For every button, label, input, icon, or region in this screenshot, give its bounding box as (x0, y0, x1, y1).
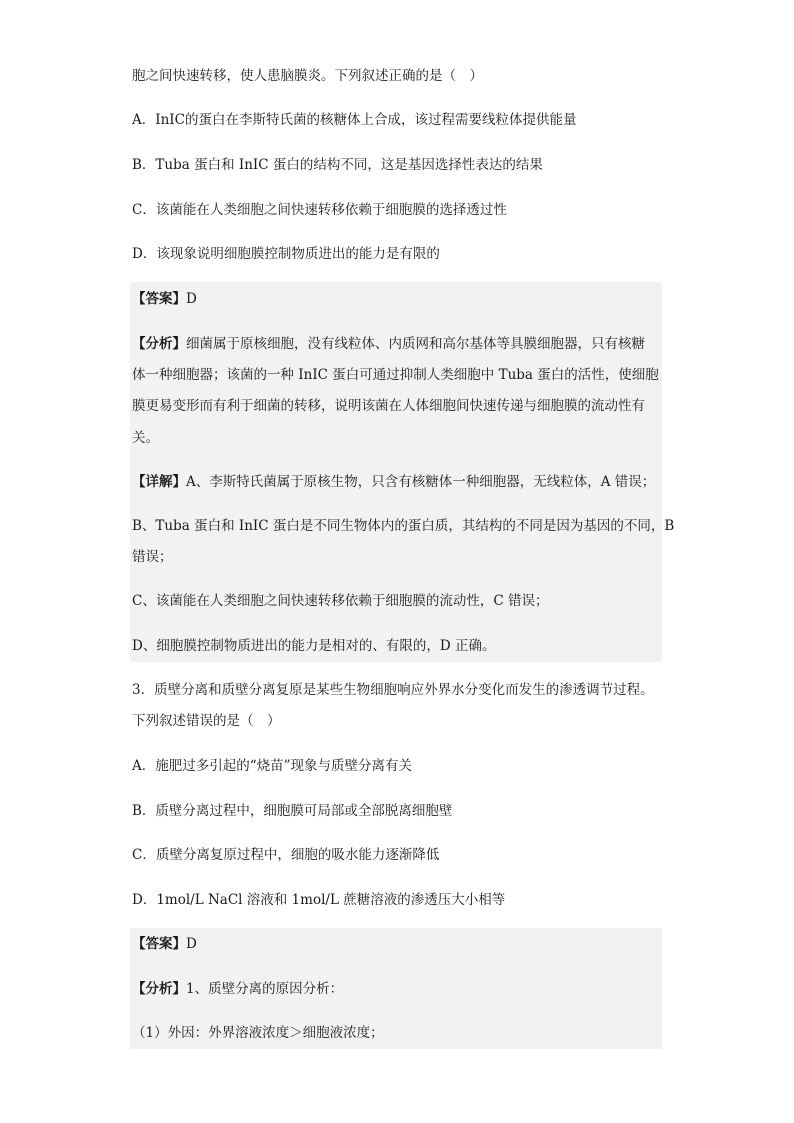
q2-analysis-line-3: 膜更易变形而有利于细菌的转移，说明该菌在人体细胞间快速传递与细胞膜的流动性有 (132, 398, 645, 414)
q2-detail-line-5: D、细胞膜控制物质进出的能力是相对的、有限的，D 正确。 (132, 638, 496, 654)
analysis-label: 【分析】 (132, 981, 186, 997)
q2-answer (132, 289, 197, 309)
analysis-text: 细菌属于原核细胞，没有线粒体、内质网和高尔基体等具膜细胞器，只有核糖 (186, 336, 645, 352)
q3-option-d: D．1mol/L NaCl 溶液和 1mol/L 蔗糖溶液的渗透压大小相等 (132, 892, 506, 908)
q2-option-b: B．Tuba 蛋白和 InIC 蛋白的结构不同，这是基因选择性表达的结果 (132, 157, 543, 173)
q2-option-c: C．该菌能在人类细胞之间快速转移依赖于细胞膜的选择透过性 (132, 202, 507, 218)
q2-solution-block (130, 282, 675, 662)
q2-analysis-line-1 (132, 334, 645, 354)
q2-detail-line-1 (132, 472, 655, 492)
q3-analysis-line-2: （1）外因：外界溶液浓度＞细胞液浓度； (132, 1025, 384, 1041)
detail-label: 【详解】 (132, 474, 186, 490)
q3-solution-block (130, 928, 662, 1049)
q2-option-a: A．InIC的蛋白在李斯特氏菌的核糖体上合成，该过程需要线粒体提供能量 (132, 112, 577, 128)
analysis-label: 【分析】 (132, 336, 186, 352)
q3-option-c: C．质壁分离复原过程中，细胞的吸水能力逐渐降低 (132, 847, 440, 863)
answer-label: 【答案】 (132, 936, 186, 952)
q3-analysis-line-1 (132, 979, 343, 999)
q3-answer (132, 934, 197, 954)
q2-stem-tail: 胞之间快速转移，使人患脑膜炎。下列叙述正确的是（ ） (132, 68, 483, 84)
answer-label: 【答案】 (132, 291, 186, 307)
q2-detail-line-3: 错误； (132, 549, 173, 565)
answer-value: D (186, 291, 197, 307)
q2-analysis-line-2: 体一种细胞器；该菌的一种 InIC 蛋白可通过抑制人类细胞中 Tuba 蛋白的活性，使细胞 (132, 367, 659, 383)
detail-text: A、李斯特氏菌属于原核生物，只含有核糖体一种细胞器，无线粒体，A 错误； (186, 474, 656, 490)
q2-option-d: D．该现象说明细胞膜控制物质进出的能力是有限的 (132, 246, 440, 262)
q3-option-a: A．施肥过多引起的“烧苗”现象与质壁分离有关 (132, 758, 413, 774)
q3-stem-line-1: 3．质壁分离和质壁分离复原是某些生物细胞响应外界水分变化而发生的渗透调节过程。 (132, 682, 654, 698)
q3-option-b: B．质壁分离过程中，细胞膜可局部或全部脱离细胞壁 (132, 803, 453, 819)
analysis-text: 1、质壁分离的原因分析： (186, 981, 344, 997)
q2-detail-line-2: B、Tuba 蛋白和 InIC 蛋白是不同生物体内的蛋白质，其结构的不同是因为基因的不同，B (132, 518, 675, 534)
q2-analysis-line-4: 关。 (132, 430, 159, 446)
q3-stem-line-2: 下列叙述错误的是（ ） (132, 713, 281, 729)
q2-detail-line-4: C、该菌能在人类细胞之间快速转移依赖于细胞膜的流动性，C 错误； (132, 593, 549, 609)
answer-value: D (186, 936, 197, 952)
